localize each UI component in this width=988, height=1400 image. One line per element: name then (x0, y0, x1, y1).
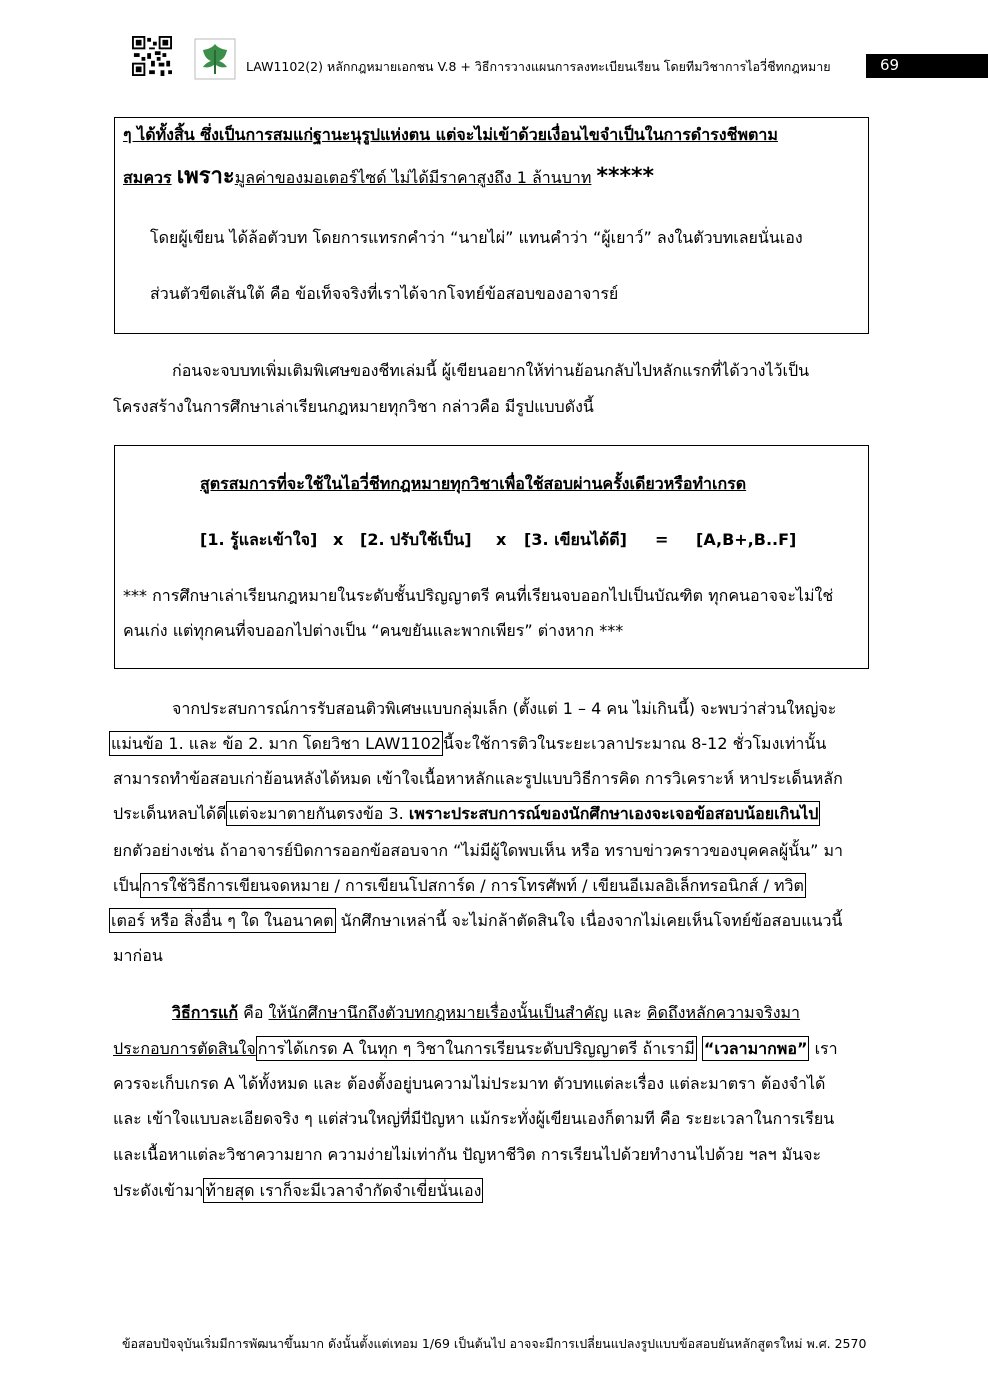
formula-result: [A,B+,B..F] (696, 530, 797, 549)
para3-line1 (172, 1002, 800, 1024)
box1-line4: ส่วนตัวขีดเส้นใต้ คือ ข้อเท็จจริงที่เราได้จากโจทย์ข้อสอบของอาจารย์ (150, 284, 619, 303)
box1-line2-a: สมควร (123, 168, 172, 187)
para3-line2-rest: เรา (814, 1039, 838, 1058)
para3-line2-boxed: การได้เกรด A ในทุก ๆ วิชาในการเรียนระดับปริญญาตรี ถ้าเรามี (256, 1036, 697, 1061)
page-number: 69 (880, 56, 900, 74)
para2-line4-boxed-a: แต่จะมาตายกันตรงข้อ 3. (228, 804, 404, 823)
para3-line6 (113, 1180, 483, 1202)
box1-line2 (123, 166, 654, 189)
footer-note: ข้อสอบปัจจุบันเริ่มมีการพัฒนาขึ้นมาก ดังนั้นตั้งแต่เทอม 1/69 เป็นต้นไป อาจจะมีการเปลี่ยนแปลงรูปแบบข้อสอบยันหลักสูตรใหม่ พ.ศ. 2570 (122, 1336, 867, 1351)
para2-line4 (113, 803, 820, 825)
para3-line2-a: ประกอบการตัดสินใจ (113, 1039, 256, 1058)
para2-line8: มาก่อน (113, 946, 163, 965)
para2-line1: จากประสบการณ์การรับสอนติวพิเศษแบบกลุ่มเล็ก (ตั้งแต่ 1 – 4 คน ไม่เกินนี้) จะพบว่าส่วนใหญ่จะ (172, 699, 837, 718)
para1-line1: ก่อนจะจบบทเพิ่มเติมพิเศษของชีทเล่มนี้ ผู้เขียนอยากให้ท่านย้อนกลับไปหลักแรกที่ได้วางไว้เป็น (172, 361, 810, 380)
para2-line6 (113, 875, 806, 897)
formula-note-1: *** การศึกษาเล่าเรียนกฎหมายในระดับชั้นปริญญาตรี คนที่เรียนจบออกไปเป็นบัณฑิต ทุกคนอาจจะไม่ใช่ (123, 586, 834, 605)
header-title: LAW1102(2) หลักกฎหมายเอกชน V.8 + วิธีการวางแผนการลงทะเบียนเรียน โดยทีมวิชาการไอวี่ชีทกฎหมาย (246, 59, 831, 74)
qr-code-icon (132, 36, 172, 76)
para2-line7-boxed: เตอร์ หรือ สิ่งอื่น ๆ ใด ในอนาคต (109, 908, 336, 933)
box1-line3: โดยผู้เขียน ได้ล้อตัวบท โดยการแทรกคำว่า “นายไผ่” แทนคำว่า “ผู้เยาว์” ลงในตัวบทเลยนั่นเอง (150, 228, 803, 247)
para3-line1-a: วิธีการแก้ (172, 1003, 239, 1022)
box1-line2-d: ***** (596, 164, 655, 189)
formula-term-3: [3. เขียนได้ดี] (524, 530, 627, 549)
para3-line6-boxed: ท้ายสุด เราก็จะมีเวลาจำกัดจำเขี่ยนั่นเอง (203, 1178, 483, 1203)
para3-line2 (113, 1038, 838, 1060)
para3-line4: และ เข้าใจแบบละเอียดจริง ๆ แต่ส่วนใหญ่ที่มีปัญหา แม้กระทั่งผู้เขียนเองก็ตามที คือ ระยะเวลาในการเรียน (113, 1109, 835, 1128)
para2-line2-rest: นี้จะใช้การติวในระยะเวลาประมาณ 8-12 ชั่วโมงเท่านั้น (443, 734, 827, 753)
para2-line6-boxed: การใช้วิธีการเขียนจดหมาย / การเขียนโปสการ์ด / การโทรศัพท์ / เขียนอีเมลอิเล็กทรอนิกส์ / ทวิต (140, 873, 806, 898)
para2-line2-boxed: แม่นข้อ 1. และ ข้อ 2. มาก โดยวิชา LAW1102 (109, 731, 443, 756)
formula-term-1: [1. รู้และเข้าใจ] (200, 530, 318, 549)
para3-line3: ควรจะเก็บเกรด A ได้ทั้งหมด และ ต้องตั้งอยู่บนความไม่ประมาท ตัวบทแต่ละเรื่อง แต่ละมาตรา ต้องจำได้ (113, 1074, 826, 1093)
para2-line2 (109, 733, 826, 755)
para2-line3: สามารถทำข้อสอบเก่าย้อนหลังได้หมด เข้าใจเนื้อหาหลักและรูปแบบวิธีการคิด การวิเคราะห์ หาประเด็นหลัก (113, 769, 843, 788)
para3-line1-e: คิดถึงหลักความจริงมา (646, 1003, 801, 1022)
formula-title: สูตรสมการที่จะใช้ในไอวี่ชีทกฎหมายทุกวิชาเพื่อใช้สอบผ่านครั้งเดียวหรือทำเกรด (200, 474, 747, 493)
box1-line1: ๆ ได้ทั้งสิ้น ซึ่งเป็นการสมแก่ฐานะนุรูปแห่งตน แต่จะไม่เข้าด้วยเงื่อนไขจำเป็นในการดำรงชีพตาม (123, 125, 778, 144)
formula-times-1: x (333, 530, 344, 549)
leaf-logo-icon (194, 38, 236, 80)
para2-line5: ยกตัวอย่างเช่น ถ้าอาจารย์บิดการออกข้อสอบจาก “ไม่มีผู้ใดพบเห็น หรือ ทราบข่าวคราวของบุคคลผู้นั้น” มา (113, 841, 844, 860)
para2-line7-rest: นักศึกษาเหล่านี้ จะไม่กล้าตัดสินใจ เนื่องจากไม่เคยเห็นโจทย์ข้อสอบแนวนี้ (340, 911, 843, 930)
para3-line1-d: และ (613, 1003, 642, 1022)
para3-line1-c: ให้นักศึกษานึกถึงตัวบทกฎหมายเรื่องนั้นเป็นสำคัญ (268, 1003, 608, 1022)
para3-line1-b: คือ (243, 1003, 264, 1022)
para2-line6-a: เป็น (113, 876, 140, 895)
formula-term-2: [2. ปรับใช้เป็น] (360, 530, 472, 549)
box1-line2-c: มูลค่าของมอเตอร์ไซด์ ไม่ได้มีราคาสูงถึง 1 ล้านบาท (234, 168, 592, 187)
para2-line4-boxed-b: เพราะประสบการณ์ของนักศึกษาเองจะเจอข้อสอบน้อยเกินไป (408, 804, 819, 823)
formula-note-2: คนเก่ง แต่ทุกคนที่จบออกไปต่างเป็น “คนขยันและพากเพียร” ต่างหาก *** (123, 621, 624, 640)
formula-times-2: x (496, 530, 507, 549)
para3-line6-a: ประดังเข้ามา (113, 1181, 204, 1200)
para1-line2: โครงสร้างในการศึกษาเล่าเรียนกฎหมายทุกวิชา กล่าวคือ มีรูปแบบดังนี้ (113, 397, 594, 416)
para3-line2-boxed-b: “เวลามากพอ” (702, 1036, 810, 1061)
formula-equals: = (655, 530, 669, 549)
para2-line7 (109, 910, 842, 932)
para2-line4-a: ประเด็นหลบได้ดี (113, 804, 227, 823)
para3-line5: และเนื้อหาแต่ละวิชาความยาก ความง่ายไม่เท่ากัน ปัญหาชีวิต การเรียนไปด้วยทำงานไปด้วย ฯลฯ มันจะ (113, 1145, 822, 1164)
para2-line4-boxed (226, 801, 820, 826)
box1-line2-b: เพราะ (176, 164, 235, 189)
